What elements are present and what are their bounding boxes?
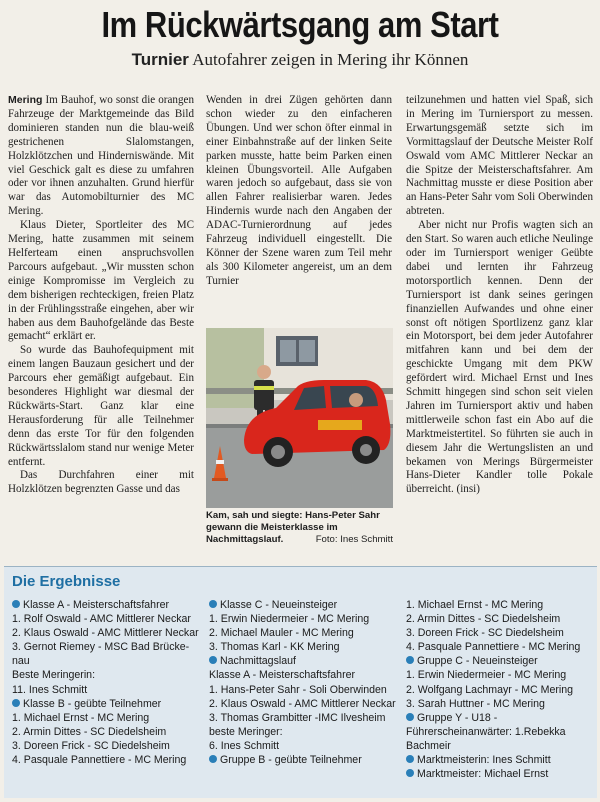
results-line-text: 3. Thomas Grambitter -IMC Ilvesheim [209, 711, 386, 724]
article-photo [206, 328, 393, 508]
results-line [406, 640, 594, 654]
results-line [12, 739, 202, 753]
article-paragraph: Wenden in drei Zügen gehörten dann schon wieder zu den einfacheren Übungen. Und wer schon öfter einmal in einer Einbahnstraße auf der linken Seite parken musste, hatte beim Parken einen kleinen Übungsvorteil. Alle Aufgaben waren jedoch so aufgebaut, dass sie von allen Fahrer realisierbar waren. Jedes Hindernis wurde nach den Angaben der ADAC-Turnierordnung auf jedes Fahrzeug individuell eingestellt. Die Könner der Szene waren zum Teil mehr als 300 Kilometer angereist, um an dem Turnier [206, 94, 392, 287]
results-line-text: 1. Michael Ernst - MC Mering [406, 599, 544, 611]
results-line [406, 711, 594, 753]
results-line [12, 612, 202, 626]
results-line-text: 11. Ines Schmitt [12, 683, 88, 696]
results-line [209, 683, 401, 697]
bullet-icon [406, 755, 414, 763]
results-line [12, 668, 202, 682]
bullet-icon [406, 769, 414, 777]
results-line [406, 612, 594, 626]
results-line-text: 2. Armin Dittes - SC Diedelsheim [12, 725, 167, 738]
results-line [406, 697, 594, 711]
results-line [406, 626, 594, 640]
results-line-text: 1. Erwin Niedermeier - MC Mering [406, 669, 567, 682]
article-paragraph: Klaus Dieter, Sportleiter des MC Mering, hatte zusammen mit seinem Helferteam einen anspruchsvollen Parcours aufgebaut. „Wir mussten schon einige Kompromisse im Vergleich zu dem bisherigen rechteckigen, freien Platz in der Frühlingsstraße eingehen, aber wir haben aus dem Bauhofgelände das Beste gemacht“ erklärt er. [8, 219, 194, 343]
results-line-text: Klasse B - geübte Teilnehmer [23, 697, 162, 710]
results-line-text: beste Meringer: [209, 725, 283, 738]
article-paragraph: teilzunehmen und hatten viel Spaß, sich in Mering im Turniersport zu messen. Erwartungsgemäß setzte sich im Vormittagslauf der Deutsche Meister Rolf Oswald vom AMC Mittlerer Neckar an die Spitze der Meisterschaftsfahrer. Am Nachmittag musste er diese Position aber an Hans-Peter Sahr vom Soli Oberwinden abtreten. [406, 94, 593, 218]
results-line-text: 6. Ines Schmitt [209, 739, 280, 752]
results-line [12, 598, 202, 612]
results-line [12, 711, 202, 725]
results-line [209, 711, 401, 725]
results-line [12, 654, 202, 668]
results-line-text: nau [12, 655, 30, 668]
results-line [406, 598, 594, 612]
results-line-text: 2. Wolfgang Lachmayr - MC Mering [406, 683, 574, 696]
results-box [4, 566, 597, 798]
bullet-icon [12, 699, 20, 707]
results-line [209, 753, 401, 767]
results-line-text: Nachmittagslauf [220, 655, 296, 668]
results-line-text: 3. Gernot Riemey - MSC Bad Brücke- [12, 641, 190, 654]
results-line-text: 1. Hans-Peter Sahr - Soli Oberwinden [209, 683, 387, 696]
article-column-3 [406, 94, 593, 497]
results-line [209, 725, 401, 739]
article-paragraph: So wurde das Bauhofequipment mit einem langen Bauzaun gesichert und der Parcours eher gemäßigt aufgebaut. Ein besonderes Highlight war diesmal der Rückwärts-Start. Ganz klar eine Herausforderung für alle Teilnehmer denn das erste Tor für den folgenden Rückwärtsslalom stand nur wenige Meter entfernt. [8, 344, 194, 468]
results-line-text: Klasse A - Meisterschaftsfahrer [23, 599, 170, 611]
results-column-3 [406, 598, 594, 781]
results-line-text: Beste Meringerin: [12, 669, 96, 682]
results-line [209, 626, 401, 640]
results-line-text: 1. Michael Ernst - MC Mering [12, 711, 150, 724]
results-column-2 [209, 598, 401, 767]
results-line [209, 598, 401, 612]
results-line [12, 753, 202, 767]
results-line [209, 640, 401, 654]
photo-credit: Foto: Ines Schmitt [315, 534, 393, 545]
dateline: Mering [8, 94, 43, 106]
results-line-text: 3. Doreen Frick - SC Diedelsheim [12, 739, 170, 752]
article-column-1 [8, 94, 194, 497]
results-line-text: 2. Klaus Oswald - AMC Mittlerer Neckar [12, 627, 199, 640]
bullet-icon [406, 713, 414, 721]
article-column-2 [206, 94, 392, 289]
results-line-text: Marktmeisterin: Ines Schmitt [417, 754, 551, 767]
results-line-text: Gruppe Y - U18 - Führerscheinanwärter: 1.Rebekka Bachmeir [406, 711, 566, 752]
results-line-text: Klasse A - Meisterschaftsfahrer [209, 669, 356, 682]
bullet-icon [209, 755, 217, 763]
results-line [12, 640, 202, 654]
article-paragraph: Das Durchfahren einer mit Holzklötzen begrenzten Gasse und das [8, 469, 194, 496]
results-line-text: 2. Michael Mauler - MC Mering [209, 627, 354, 640]
results-line-text: 2. Klaus Oswald - AMC Mittlerer Neckar [209, 697, 396, 710]
results-column-1 [12, 598, 202, 767]
results-line [406, 683, 594, 697]
results-line-text: 1. Rolf Oswald - AMC Mittlerer Neckar [12, 613, 191, 626]
results-line-text: 3. Sarah Huttner - MC Mering [406, 697, 545, 710]
bullet-icon [209, 656, 217, 664]
subheadline-text: Autofahrer zeigen in Mering ihr Können [192, 50, 469, 69]
results-line [406, 654, 594, 668]
results-line [209, 697, 401, 711]
results-title: Die Ergebnisse [12, 573, 121, 590]
subheadline [0, 50, 600, 70]
results-line-text: 3. Thomas Karl - KK Mering [209, 641, 340, 654]
article-paragraph: Aber nicht nur Profis wagten sich an den Start. So waren auch etliche Neulinge oder im Turniersport weniger Geübte dabei und lernten ihr Fahrzeug motorsportlich kennen. Denn der Turniersport ist dank seines geringen finanziellen Aufwandes und ohne einer sonst oft nötigen Sportlizenz ganz klar ein Motorsport, bei dem jeder Autofahrer mitfahren kann und bei dem der geschickte Umgang mit dem PKW gefördert wird. Michael Ernst und Ines Schmitt hingegen sind schon seit vielen Jahren im Turniersport aktiv und haben mittlerweile schon fast ein Abo auf die Marktmeistertitel. So führten sie auch in diesem Jahr die Wertungslisten an und bekamen von Merings Bürgermeister Hans-Dieter Kandler tolle Pokale überreicht. (insi) [406, 219, 593, 496]
bullet-icon [406, 656, 414, 664]
photo-caption [206, 510, 393, 546]
results-line-text: Marktmeister: Michael Ernst [417, 768, 549, 781]
results-line [209, 668, 401, 682]
results-line [209, 612, 401, 626]
results-line-text: Gruppe C - Neueinsteiger [417, 655, 538, 668]
results-line [406, 767, 594, 781]
results-line [406, 668, 594, 682]
results-line-text: 4. Pasquale Pannettiere - MC Mering [12, 754, 187, 767]
headline: Im Rückwärtsgang am Start [101, 4, 499, 45]
bullet-icon [12, 600, 20, 608]
caption-text: Kam, sah und siegte: Hans-Peter Sahr gewann die Meisterklasse im Nachmittagslauf. [206, 510, 380, 545]
article-paragraph: Mering Im Bauhof, wo sonst die orangen Fahrzeuge der Marktgemeinde das Bild dominieren standen nun die blau-weiß gestrichenen Slalomstangen, Holzklötzchen und Hinderniswände. Mit viel Geschick galt es diese zu umfahren oder vor ihnen anzuhalten. Grund hierfür war das Automobilturnier des MC Mering. [8, 94, 194, 218]
results-line [12, 725, 202, 739]
subheadline-kicker: Turnier [131, 50, 189, 69]
results-line [406, 753, 594, 767]
results-line [12, 626, 202, 640]
race-car-photo [206, 328, 393, 508]
results-line-text: 1. Erwin Niedermeier - MC Mering [209, 613, 370, 626]
results-line [209, 654, 401, 668]
results-line [209, 739, 401, 753]
results-line-text: 4. Pasquale Pannettiere - MC Mering [406, 641, 581, 654]
results-line-text: Gruppe B - geübte Teilnehmer [220, 754, 362, 767]
bullet-icon [209, 600, 217, 608]
results-line-text: 3. Doreen Frick - SC Diedelsheim [406, 627, 564, 640]
results-line [12, 683, 202, 697]
results-line-text: Klasse C - Neueinsteiger [220, 599, 338, 611]
results-line [12, 697, 202, 711]
results-line-text: 2. Armin Dittes - SC Diedelsheim [406, 613, 561, 626]
